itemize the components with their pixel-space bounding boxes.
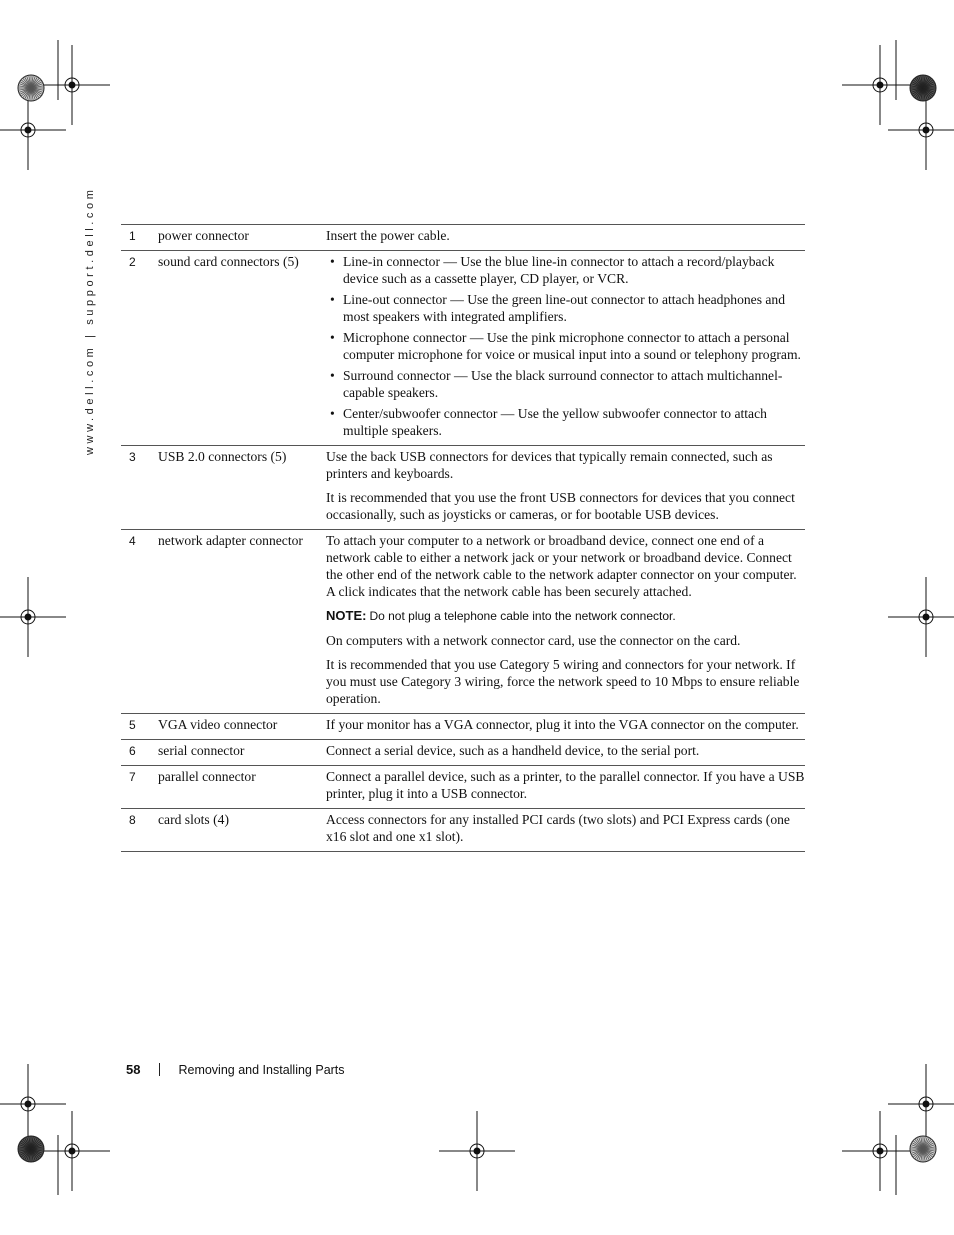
page-footer (126, 1062, 345, 1077)
connector-description (325, 530, 805, 713)
item-number: 5 (129, 718, 136, 732)
item-number: 2 (129, 255, 136, 269)
bullet-item: • Center/subwoofer connector — Use the yellow subwoofer connector to attach multiple speakers. (326, 405, 805, 439)
connector-description (325, 251, 805, 445)
bullet-list (326, 253, 805, 439)
description-paragraph: If your monitor has a VGA connector, plug it into the VGA connector on the computer. (326, 717, 799, 732)
connector-name: parallel connector (158, 769, 256, 784)
description-paragraph: Use the back USB connectors for devices that typically remain connected, such as printers and keyboards. (326, 449, 773, 481)
crosshair-mark (34, 1111, 110, 1191)
item-number: 3 (129, 450, 136, 464)
crosshair-mark (842, 1111, 918, 1191)
connector-name: card slots (4) (158, 812, 229, 827)
connector-name: USB 2.0 connectors (5) (158, 449, 287, 464)
description-paragraph: It is recommended that you use the front USB connectors for devices that you connect occasionally, such as joysticks or cameras, or for bootable USB devices. (326, 490, 795, 522)
crosshair-mark (0, 1064, 66, 1144)
crosshair-mark (888, 90, 954, 170)
crosshair-mark (0, 90, 66, 170)
table-row (121, 225, 805, 251)
crosshair-mark (888, 577, 954, 657)
crosshair-mark (34, 45, 110, 125)
connector-description (325, 740, 805, 765)
description-paragraph: To attach your computer to a network or broadband device, connect one end of a network cable to either a network jack or your network or broadband device. Connect the other end of the network cable to the network adapter connector on your computer. A click indicates that the network cable has been securely attached. (326, 533, 797, 599)
crosshair-mark (842, 45, 918, 125)
table-row (121, 809, 805, 852)
crosshair-mark (439, 1111, 515, 1191)
note-callout (326, 607, 805, 625)
connector-name: sound card connectors (5) (158, 254, 299, 269)
note-text: Do not plug a telephone cable into the network connector. (369, 609, 676, 623)
description-paragraph: It is recommended that you use Category 5 wiring and connectors for your network. If you must use Category 3 wiring, force the network speed to 10 Mbps to ensure reliable operation. (326, 657, 800, 706)
item-number: 8 (129, 813, 136, 827)
crosshair-mark (888, 1064, 954, 1144)
connector-description (325, 714, 805, 739)
connector-name: VGA video connector (158, 717, 278, 732)
table-row (121, 446, 805, 530)
description-paragraph: On computers with a network connector card, use the connector on the card. (326, 633, 741, 648)
bullet-item: • Microphone connector — Use the pink microphone connector to attach a personal computer microphone for voice or musical input into a sound or telephony program. (326, 329, 805, 363)
description-paragraph: Access connectors for any installed PCI cards (two slots) and PCI Express cards (one x16 slot and one x1 slot). (326, 812, 790, 844)
footer-divider (159, 1063, 160, 1076)
connector-table (121, 224, 805, 852)
sidebar-url: www.dell.com | support.dell.com (84, 186, 96, 455)
bullet-item: • Line-in connector — Use the blue line-in connector to attach a record/playback device such as a cassette player, CD player, or VCR. (326, 253, 805, 287)
item-number: 1 (129, 229, 136, 243)
item-number: 6 (129, 744, 136, 758)
connector-description (325, 766, 805, 808)
description-paragraph: Insert the power cable. (326, 228, 450, 243)
note-label: NOTE: (326, 608, 367, 623)
starburst-mark (18, 75, 44, 101)
connector-name: power connector (158, 228, 249, 243)
table-row (121, 766, 805, 809)
description-paragraph: Connect a parallel device, such as a printer, to the parallel connector. If you have a USB printer, plug it into a USB connector. (326, 769, 805, 801)
connector-description (325, 225, 805, 250)
description-paragraph: Connect a serial device, such as a handheld device, to the serial port. (326, 743, 700, 758)
starburst-mark (910, 75, 936, 101)
connector-description (325, 446, 805, 529)
table-row (121, 530, 805, 714)
table-row (121, 714, 805, 740)
starburst-mark (18, 1136, 44, 1162)
connector-description (325, 809, 805, 851)
table-row (121, 251, 805, 446)
bullet-item: • Line-out connector — Use the green line-out connector to attach headphones and most speakers with integrated amplifiers. (326, 291, 805, 325)
page-number: 58 (126, 1062, 141, 1077)
connector-name: network adapter connector (158, 533, 303, 548)
bullet-item: • Surround connector — Use the black surround connector to attach multichannel-capable speakers. (326, 367, 805, 401)
starburst-mark (910, 1136, 936, 1162)
connector-name: serial connector (158, 743, 245, 758)
table-row (121, 740, 805, 766)
crosshair-mark (0, 577, 66, 657)
item-number: 4 (129, 534, 136, 548)
section-title: Removing and Installing Parts (178, 1062, 345, 1077)
item-number: 7 (129, 770, 136, 784)
